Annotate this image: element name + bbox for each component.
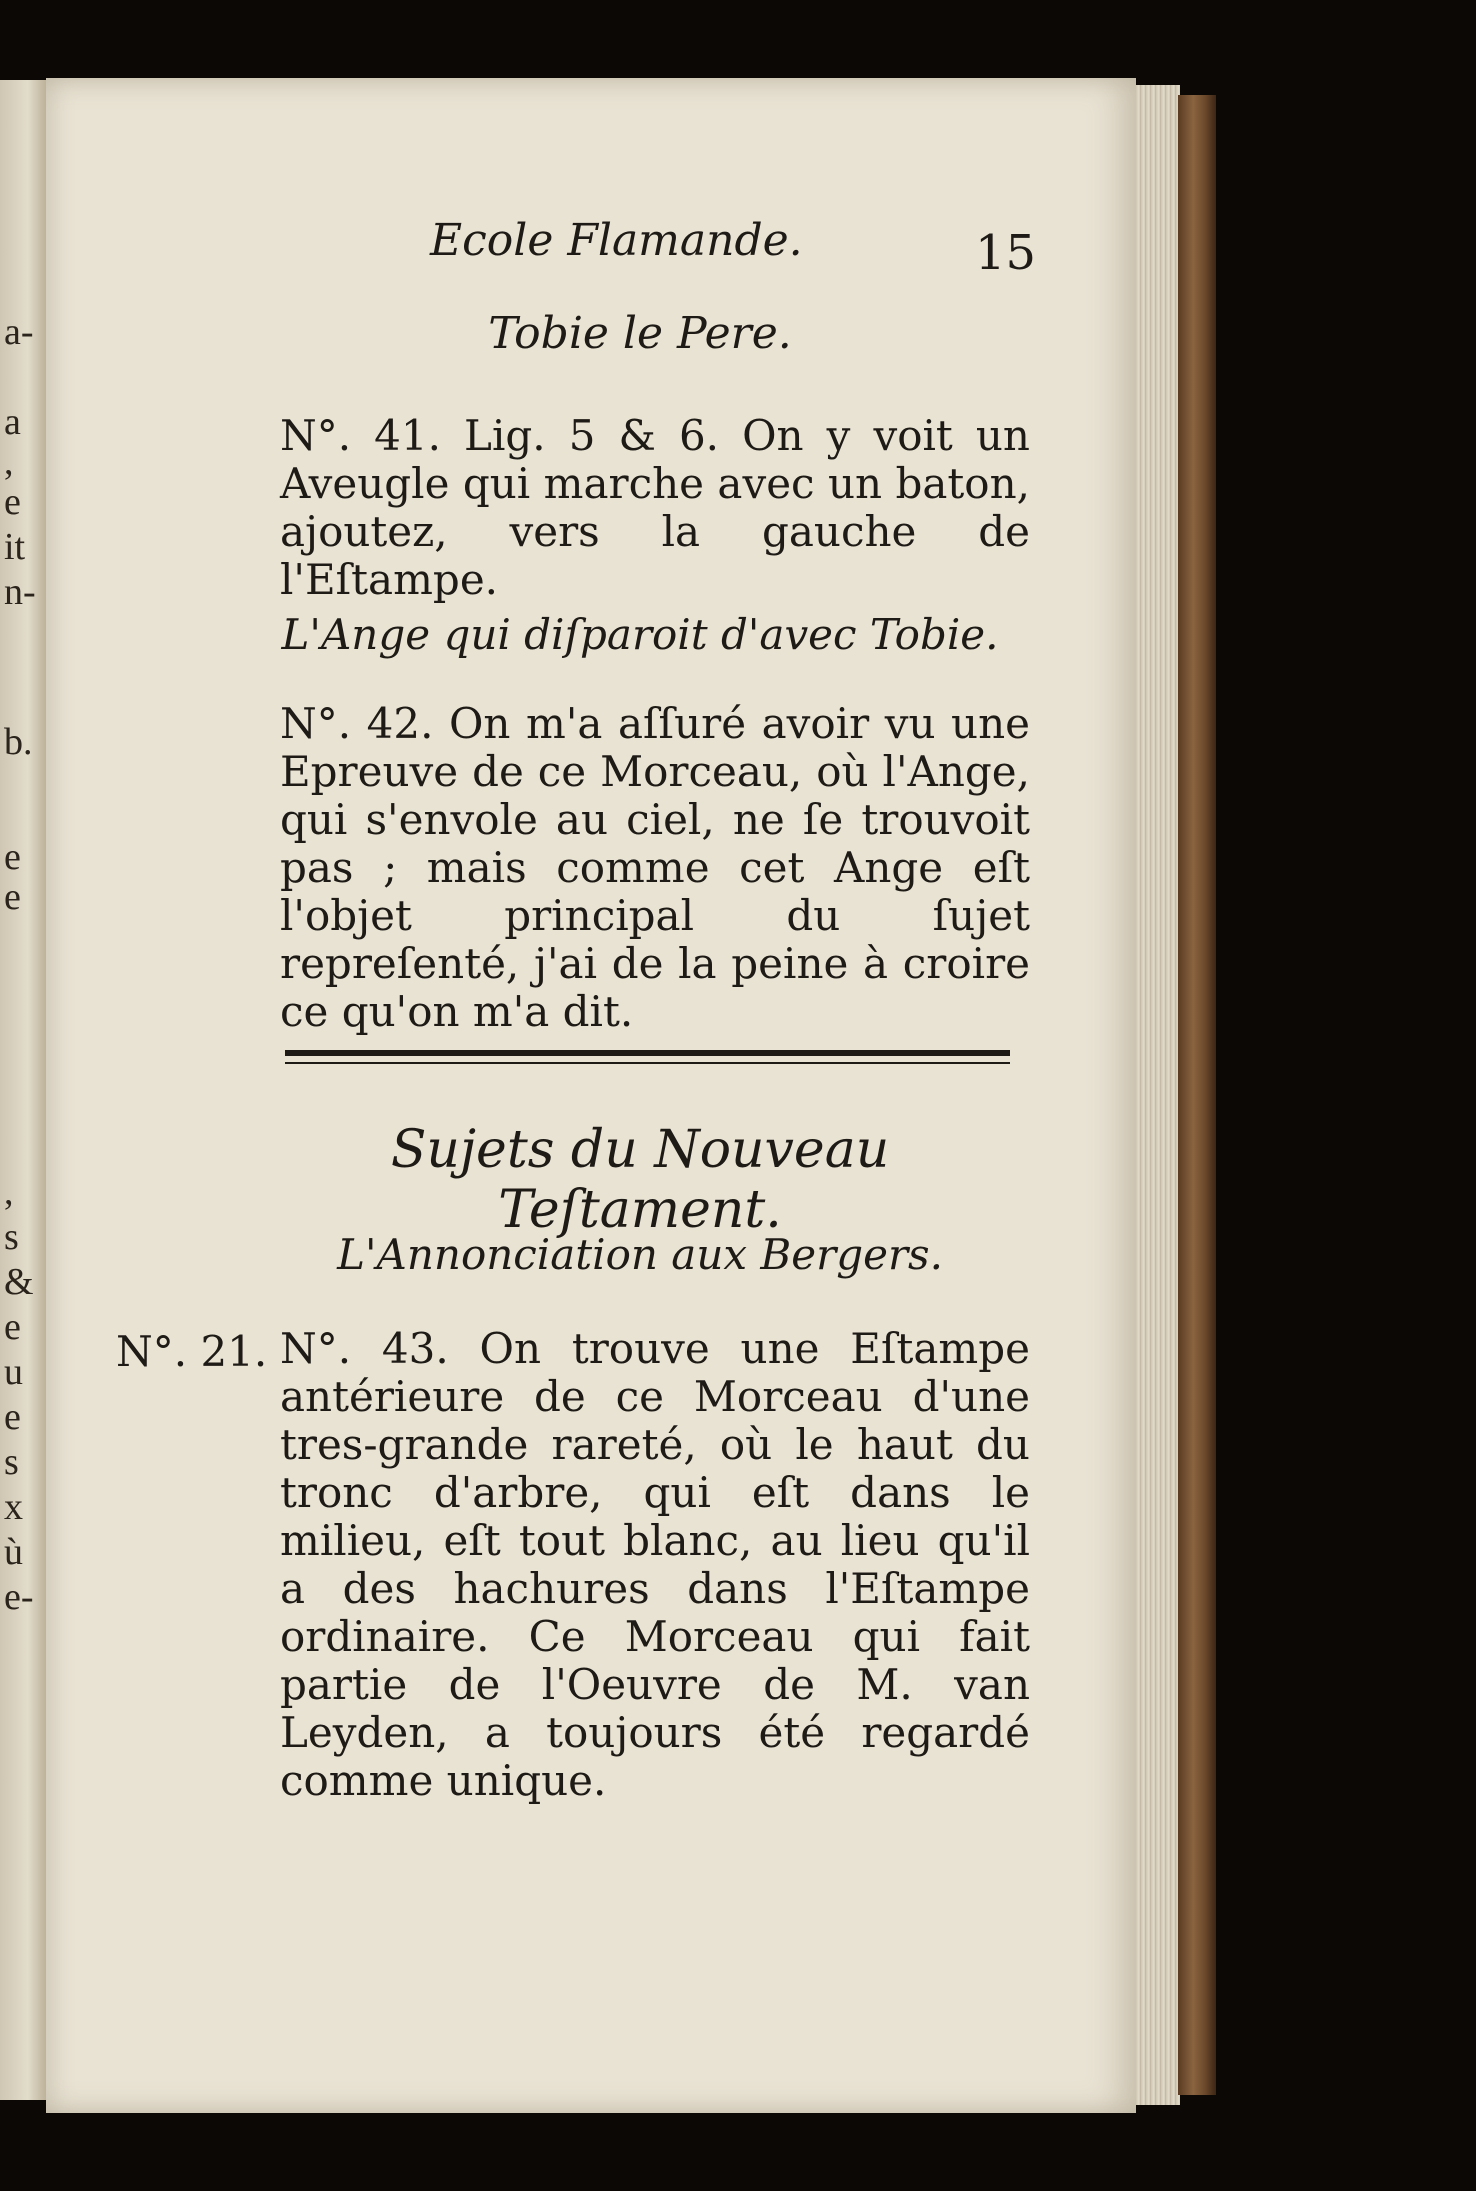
left-fragment: it	[4, 526, 26, 568]
left-fragment: n-	[4, 571, 36, 613]
page-block-edges	[1136, 85, 1180, 2105]
left-fragment: x	[4, 1486, 23, 1528]
divider-rule-thin	[285, 1062, 1010, 1064]
running-header: Ecole Flamande.	[430, 215, 803, 266]
left-fragment: s	[4, 1216, 19, 1258]
book-cover	[1178, 95, 1216, 2095]
left-fragment: a	[4, 401, 21, 443]
section-title-tobie: Tobie le Pere.	[488, 308, 792, 359]
left-fragment: ,	[4, 1171, 14, 1213]
paragraph-41: N°. 41. Lig. 5 & 6. On y voit un Aveugle qui marche avec un baton, ajoutez, vers la gauche de l'Eſtampe.	[280, 411, 1030, 604]
left-fragment: e-	[4, 1576, 34, 1618]
paragraph-43: N°. 43. On trouve une Eſtampe antérieure de ce Morceau d'une tres-grande rareté, où le haut du tronc d'arbre, qui eſt dans le milieu, eſt tout blanc, au lieu qu'il a des hachures dans l'Eſtampe ordinaire. Ce Morceau qui fait partie de l'Oeuvre de M. van Leyden, a toujours été regardé comme unique.	[280, 1324, 1030, 1805]
left-fragment: e	[4, 481, 21, 523]
left-fragment: a-	[4, 311, 34, 353]
divider-rule-thick	[285, 1050, 1010, 1056]
left-fragment: u	[4, 1351, 23, 1393]
subtitle-ange: L'Ange qui diſparoit d'avec Tobie.	[281, 610, 999, 659]
book-page	[46, 78, 1136, 2113]
paragraph-42: N°. 42. On m'a aſſuré avoir vu une Epreuve de ce Morceau, où l'Ange, qui s'envole au ciel, ne ſe trouvoit pas ; mais comme cet Ange eſt l'objet principal du ſujet repreſenté, j'ai de la peine à croire ce qu'on m'a dit.	[280, 699, 1030, 1036]
subtitle-annonciation: L'Annonciation aux Bergers.	[337, 1230, 943, 1279]
facing-page-edge	[0, 80, 46, 2100]
margin-note: N°. 21.	[116, 1327, 268, 1376]
page-number: 15	[975, 225, 1037, 281]
left-fragment: &	[4, 1261, 34, 1303]
left-fragment: s	[4, 1441, 19, 1483]
left-fragment: e	[4, 1396, 21, 1438]
left-fragment: e	[4, 1306, 21, 1348]
left-fragment: e	[4, 836, 21, 878]
left-fragment: ,	[4, 441, 14, 483]
section-heading: Sujets du Nouveau Teſtament.	[390, 1120, 890, 1240]
left-fragment: e	[4, 876, 21, 918]
left-fragment: b.	[4, 721, 33, 763]
left-fragment: ù	[4, 1531, 23, 1573]
